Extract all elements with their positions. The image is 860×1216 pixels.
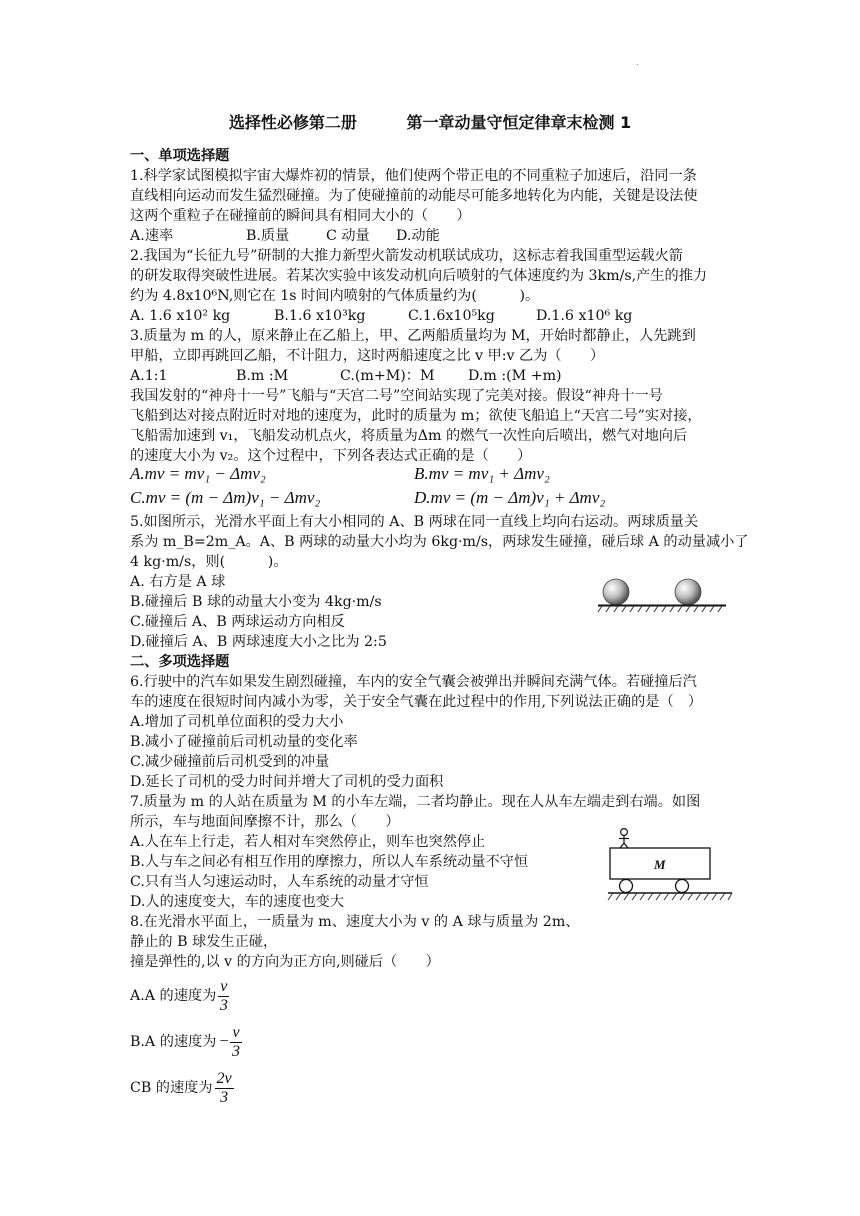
q3-option-c: C.(m+M)：M xyxy=(340,368,435,384)
q8-line: 撞是弹性的,以 v 的方向为正方向,则碰后（ ） xyxy=(130,954,440,970)
cart-wheel-right xyxy=(676,880,689,893)
ball-b xyxy=(675,579,701,605)
q7-option-d: D.人的速度变大，车的速度也变大 xyxy=(130,894,345,910)
title-chapter: 第一章动量守恒定律章末检测 1 xyxy=(406,113,632,132)
q1-option-b: B.质量 xyxy=(246,228,290,244)
q8-option-b xyxy=(130,1022,242,1062)
q4-line: 的速度大小为 v₂。这个过程中，下列各表达式正确的是（ ） xyxy=(130,448,532,464)
q8-option-a xyxy=(130,976,229,1016)
page-title xyxy=(0,110,860,133)
ground-hatch xyxy=(598,606,722,612)
q7-option-b: B.人与车之间必有相互作用的摩擦力，所以人车系统动量不守恒 xyxy=(130,854,529,870)
q2-line: 约为 4.8x10⁶N,则它在 1s 时间内喷射的气体质量约为( )。 xyxy=(130,288,540,304)
q1-line: 直线相向运动而发生猛烈碰撞。为了使碰撞前的动能尽可能多地转化为内能，关键是设法使 xyxy=(130,188,698,204)
q7-line: 7.质量为 m 的人站在质量为 M 的小车左端，二者均静止。现在人从车左端走到右端。如图 xyxy=(130,794,701,810)
q4-option-a: A.mv = mv₁ − Δmv₂ xyxy=(130,464,266,483)
q5-option-a: A. 右方是 A 球 xyxy=(130,574,226,590)
q5-option-b: B.碰撞后 B 球的动量大小变为 4kg·m/s xyxy=(130,594,382,610)
fraction-numerator: v xyxy=(232,1023,240,1041)
q1-option-c: C 动量 xyxy=(326,228,370,244)
q4-line: 我国发射的“神舟十一号”飞船与“天宫二号”空间站实现了完美对接。假设“神舟十一号 xyxy=(130,388,663,404)
q8-option-b-prefix: B.A 的速度为 xyxy=(130,1034,217,1050)
q8-line: 8.在光滑水平面上，一质量为 m、速度大小为 v 的 A 球与质量为 2m、 xyxy=(130,914,580,930)
q4-option-d: D.mv = (m − Δm)v₁ + Δmv₂ xyxy=(414,488,606,507)
cart-wheel-left xyxy=(620,880,633,893)
q1-option-d: D.动能 xyxy=(396,228,440,244)
q3-option-a: A.1:1 xyxy=(130,368,168,384)
q1-option-a: A.速率 xyxy=(130,228,174,244)
ball-a xyxy=(603,579,629,605)
q6-option-a: A.增加了司机单位面积的受力大小 xyxy=(130,714,344,730)
q8-option-a-prefix: A.A 的速度为 xyxy=(130,988,217,1004)
q1-line: 1.科学家试图模拟宇宙大爆炸初的情景，他们使两个带正电的不同重粒子加速后，沿同一条 xyxy=(130,168,697,184)
section-multi-choice: 二、多项选择题 xyxy=(130,654,230,670)
fraction-numerator: 2v xyxy=(216,1069,232,1087)
q2-option-c: C.1.6x10⁵kg xyxy=(408,308,495,324)
cart-figure xyxy=(606,826,734,902)
q2-option-b: B.1.6 x10³kg xyxy=(274,308,366,324)
ground-hatch xyxy=(608,893,732,900)
q2-option-a: A. 1.6 x10² kg xyxy=(130,308,231,324)
q4-option-c: C.mv = (m − Δm)v₁ − Δmv₂ xyxy=(130,488,321,507)
q4-options-row1 xyxy=(130,464,550,484)
q1-line: 这两个重粒子在碰撞前的瞬间具有相同大小的（ ） xyxy=(130,208,471,224)
q5-line: 5.如图所示，光滑水平面上有大小相同的 A、B 两球在同一直线上均向右运动。两球质量关 xyxy=(130,514,699,530)
q5-option-d: D.碰撞后 A、B 两球速度大小之比为 2:5 xyxy=(130,634,387,650)
q2-line: 2.我国为“长征九号”研制的大推力新型火箭发动机联试成功，这标志着我国重型运载火箭 xyxy=(130,248,683,264)
fraction-denominator: 3 xyxy=(232,1042,241,1060)
q6-option-b: B.减小了碰撞前后司机动量的变化率 xyxy=(130,734,358,750)
q4-line: 飞船到达对接点附近时对地的速度为，此时的质量为 m；欲使飞船追上“天宫二号”实对接， xyxy=(130,408,702,424)
q2-options xyxy=(130,306,632,326)
q8-option-b-fraction xyxy=(230,1024,241,1061)
q8-option-a-fraction xyxy=(218,978,229,1015)
person-icon xyxy=(619,829,629,848)
cart-label: M xyxy=(654,857,666,872)
q6-option-c: C.减少碰撞前后司机受到的冲量 xyxy=(130,754,330,770)
q6-line: 车的速度在很短时间内减小为零，关于安全气囊在此过程中的作用,下列说法正确的是（ ） xyxy=(130,694,703,710)
q8-option-c-prefix: CB 的速度为 xyxy=(130,1080,213,1096)
fraction-denominator: 3 xyxy=(220,1088,229,1106)
q5-option-c: C.碰撞后 A、B 两球运动方向相反 xyxy=(130,614,345,630)
fraction-denominator: 3 xyxy=(219,996,228,1014)
q7-option-a: A.人在车上行走，若人相对车突然停止，则车也突然停止 xyxy=(130,834,486,850)
q5-line: 系为 m_B=2m_A。A、B 两球的动量大小均为 6kg·m/s，两球发生碰撞，碰后球 A 的动量减小了 xyxy=(130,534,749,550)
title-book: 选择性必修第二册 xyxy=(228,113,357,132)
two-balls-figure xyxy=(596,570,728,614)
q3-options xyxy=(130,366,562,386)
fraction-numerator: v xyxy=(220,977,228,995)
section-single-choice: 一、单项选择题 xyxy=(130,148,230,164)
q1-options xyxy=(130,226,440,246)
q2-option-d: D.1.6 x10⁶ kg xyxy=(536,308,633,324)
q3-line: 甲船，立即再跳回乙船，不计阻力，这时两船速度之比 v 甲:v 乙为（ ） xyxy=(130,348,605,364)
header-dot: . xyxy=(636,58,639,67)
q8-option-b-sign: − xyxy=(219,1033,229,1050)
q8-option-c-fraction xyxy=(215,1070,234,1107)
q8-option-c xyxy=(130,1068,234,1108)
q8-line: 静止的 B 球发生正碰， xyxy=(130,934,278,950)
q6-line: 6.行驶中的汽车如果发生剧烈碰撞，车内的安全气囊会被弹出并瞬间充满气体。若碰撞后汽 xyxy=(130,674,697,690)
q2-line: 的研发取得突破性进展。若某次实验中该发动机向后喷射的气体速度约为 3km/s,产生的推力 xyxy=(130,268,708,284)
q7-line: 所示，车与地面间摩擦不计，那么（ ） xyxy=(130,814,400,830)
q3-line: 3.质量为 m 的人，原来静止在乙船上，甲、乙两船质量均为 M，开始时都静止，人先跳到 xyxy=(130,328,696,344)
q4-option-b: B.mv = mv₁ + Δmv₂ xyxy=(414,464,550,483)
q4-line: 飞船需加速到 v₁，飞船发动机点火，将质量为Δm 的燃气一次性向后喷出，燃气对地向后 xyxy=(130,428,688,444)
q4-options-row2 xyxy=(130,488,605,508)
q6-option-d: D.延长了司机的受力时间并增大了司机的受力面积 xyxy=(130,774,444,790)
q7-option-c: C.只有当人匀速运动时，人车系统的动量才守恒 xyxy=(130,874,429,890)
q5-line: 4 kg·m/s，则( )。 xyxy=(130,554,288,570)
q3-option-b: B.m :M xyxy=(236,368,289,384)
q3-option-d: D.m :(M +m) xyxy=(468,368,562,384)
